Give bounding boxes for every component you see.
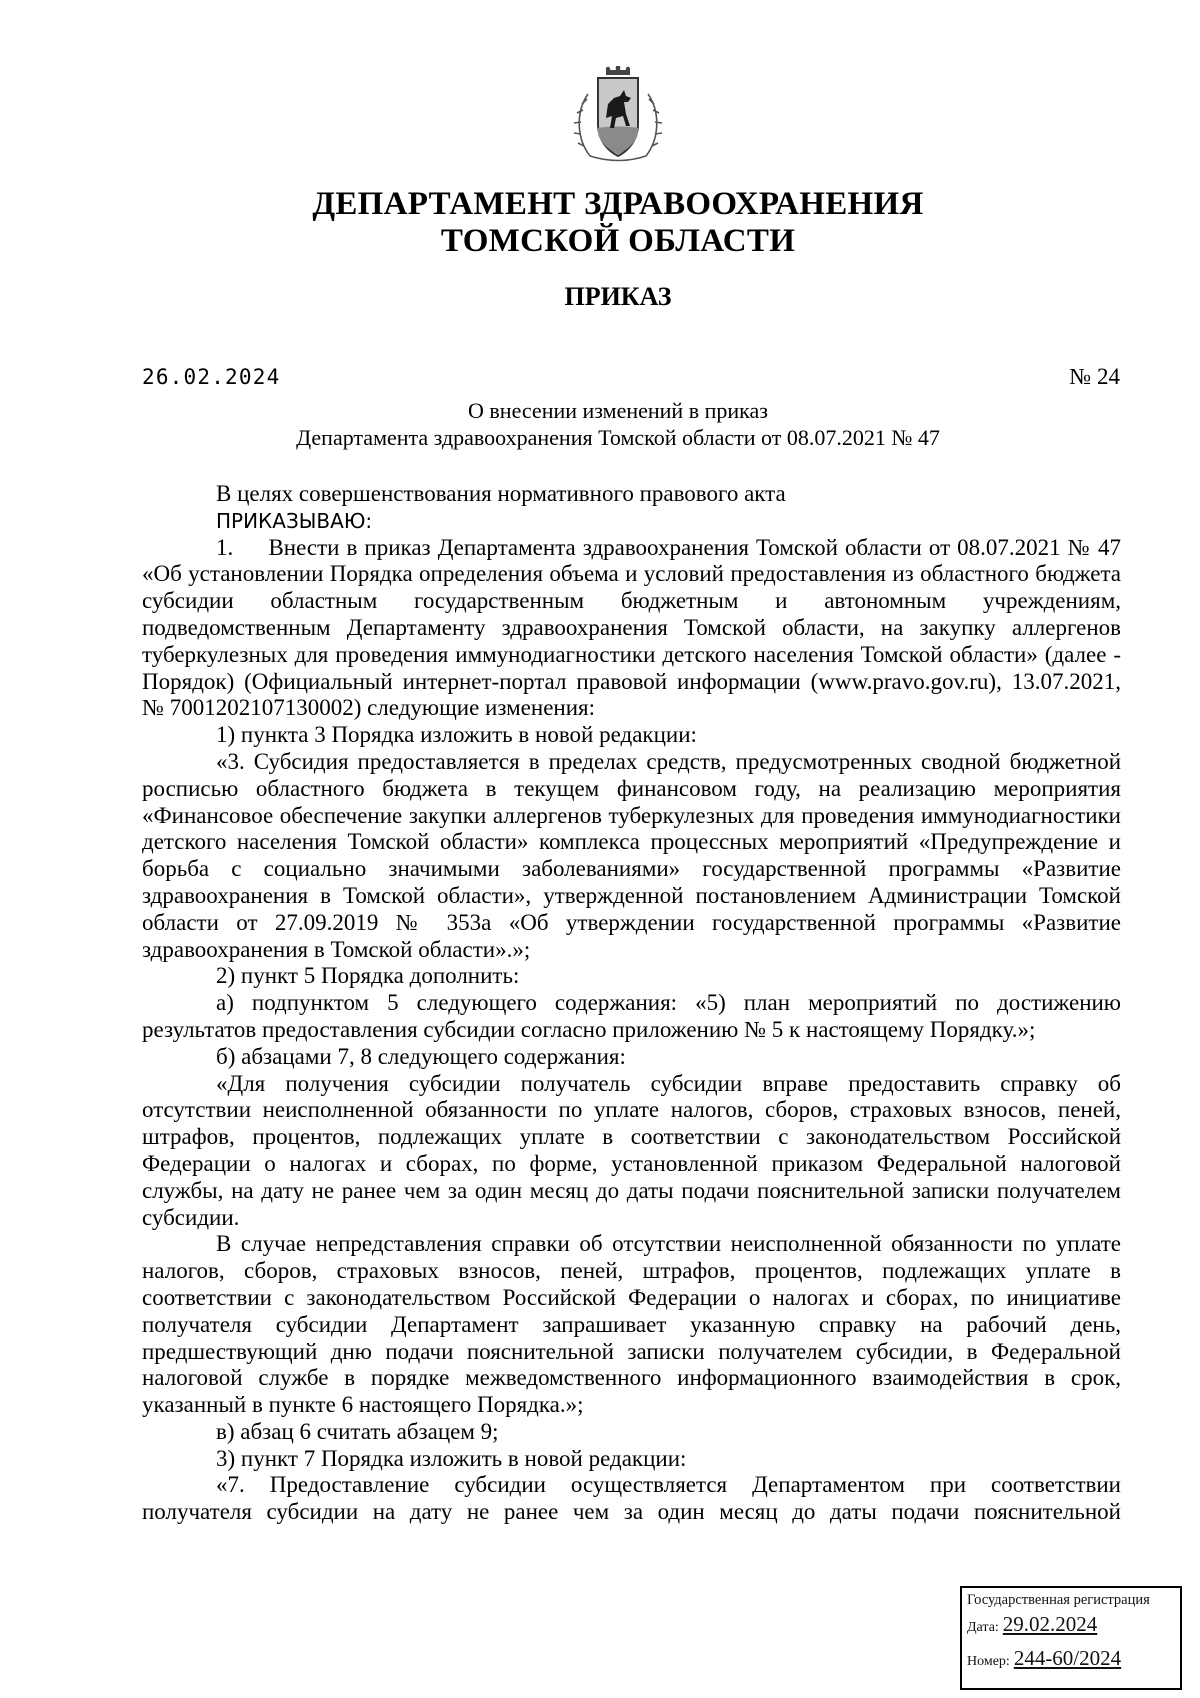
registration-date-label: Дата: (967, 1620, 999, 1635)
department-name-line2: ТОМСКОЙ ОБЛАСТИ (440, 223, 796, 259)
order-subject-line1: О внесении изменений в приказ (468, 398, 768, 423)
body-paragraph: в) абзац 6 считать абзацем 9; (216, 1418, 499, 1444)
body-paragraph: «3. Субсидия предоставляется в пределах средств, предусмотренных сводной бюджетной росписью областного бюджета в текущем финансовом году, на реализацию мероприятия «Финансовое обеспечение закупки аллергенов туберкулезных для проведения иммунодиагностики детского населения Томской области» комплекса процессных мероприятий «Предупреждение и борьба с социально значимыми заболеваниями» государственной программы «Развитие здравоохранения в Томской области», утвержденной постановлением Администрации Томской области от 27.09.2019 № 353а «Об утверждении государственной программы «Развитие здравоохранения в Томской области».»; (142, 748, 1121, 962)
order-date: 26.02.2024 (142, 365, 281, 389)
body-paragraph: 3) пункт 7 Порядка изложить в новой редакции: (216, 1445, 687, 1471)
body-paragraph: «Для получения субсидии получатель субсидии вправе предоставить справку об отсутствии неисполненной обязанности по уплате налогов, сборов, страховых взносов, пеней, штрафов, процентов, подлежащих уплате в соответствии с законодательством Российской Федерации о налогах и сборах, по форме, установленной приказом Федеральной налоговой службы, на дату не ранее чем за один месяц до даты подачи пояснительной записки получателем субсидии. (142, 1070, 1121, 1230)
department-name-line1: ДЕПАРТАМЕНТ ЗДРАВООХРАНЕНИЯ (312, 186, 924, 222)
registration-number-label: Номер: (967, 1654, 1010, 1669)
registration-stamp-title: Государственная регистрация (967, 1592, 1150, 1608)
body-paragraph: В случае непредставления справки об отсутствии неисполненной обязанности по уплате налогов, сборов, страховых взносов, пеней, штрафов, процентов, подлежащих уплате в соответствии с законодательством Российской Федерации о налогах и сборах, по инициативе получателя субсидии Департамент запрашивает указанную справку на рабочий день, предшествующий дню подачи пояснительной записки получателем субсидии, в Федеральной налоговой службе в порядке межведомственного информационного взаимодействия в срок, указанный в пункте 6 настоящего Порядка.»; (142, 1231, 1121, 1418)
tomsk-coat-of-arms-icon (568, 66, 668, 166)
body-paragraph: 2) пункт 5 Порядка дополнить: (216, 963, 520, 989)
registration-date-value: 29.02.2024 (1002, 1612, 1098, 1636)
document-type-title: ПРИКАЗ (564, 282, 672, 311)
order-number: № 24 (1069, 364, 1120, 389)
registration-number-row (967, 1646, 1121, 1671)
preamble-paragraph: В целях совершенствования нормативного правового акта (216, 481, 786, 506)
registration-number-value: 244-60/2024 (1013, 1646, 1122, 1670)
registration-stamp (960, 1586, 1182, 1690)
order-body (142, 481, 1121, 1526)
registration-date-row (967, 1612, 1097, 1637)
order-subject-line2: Департамента здравоохранения Томской области от 08.07.2021 № 47 (296, 425, 940, 450)
body-paragraph: б) абзацами 7, 8 следующего содержания: (216, 1043, 626, 1069)
body-paragraph: 1) пункта 3 Порядка изложить в новой редакции: (216, 722, 697, 748)
body-paragraph: «7. Предоставление субсидии осуществляется Департаментом при соответствии получателя субсидии на дату не ранее чем за один месяц до даты подачи пояснительной (142, 1472, 1121, 1525)
body-paragraph: а) подпунктом 5 следующего содержания: «5) план мероприятий по достижению результатов предоставления субсидии согласно приложению № 5 к настоящему Порядку.»; (142, 990, 1121, 1042)
order-directive: ПРИКАЗЫВАЮ: (216, 508, 373, 533)
body-paragraph: 1. Внести в приказ Департамента здравоохранения Томской области от 08.07.2021 № 47 «Об установлении Порядка определения объема и условий предоставления из областного бюджета субсидии областным государственным бюджетным и автономным учреждениям, подведомственным Департаменту здравоохранения Томской области, на закупку аллергенов туберкулезных для проведения иммунодиагностики детского населения Томской области» (далее - Порядок) (Официальный интернет-портал правовой информации (www.pravo.gov.ru), 13.07.2021, № 7001202107130002) следующие изменения: (142, 534, 1121, 721)
